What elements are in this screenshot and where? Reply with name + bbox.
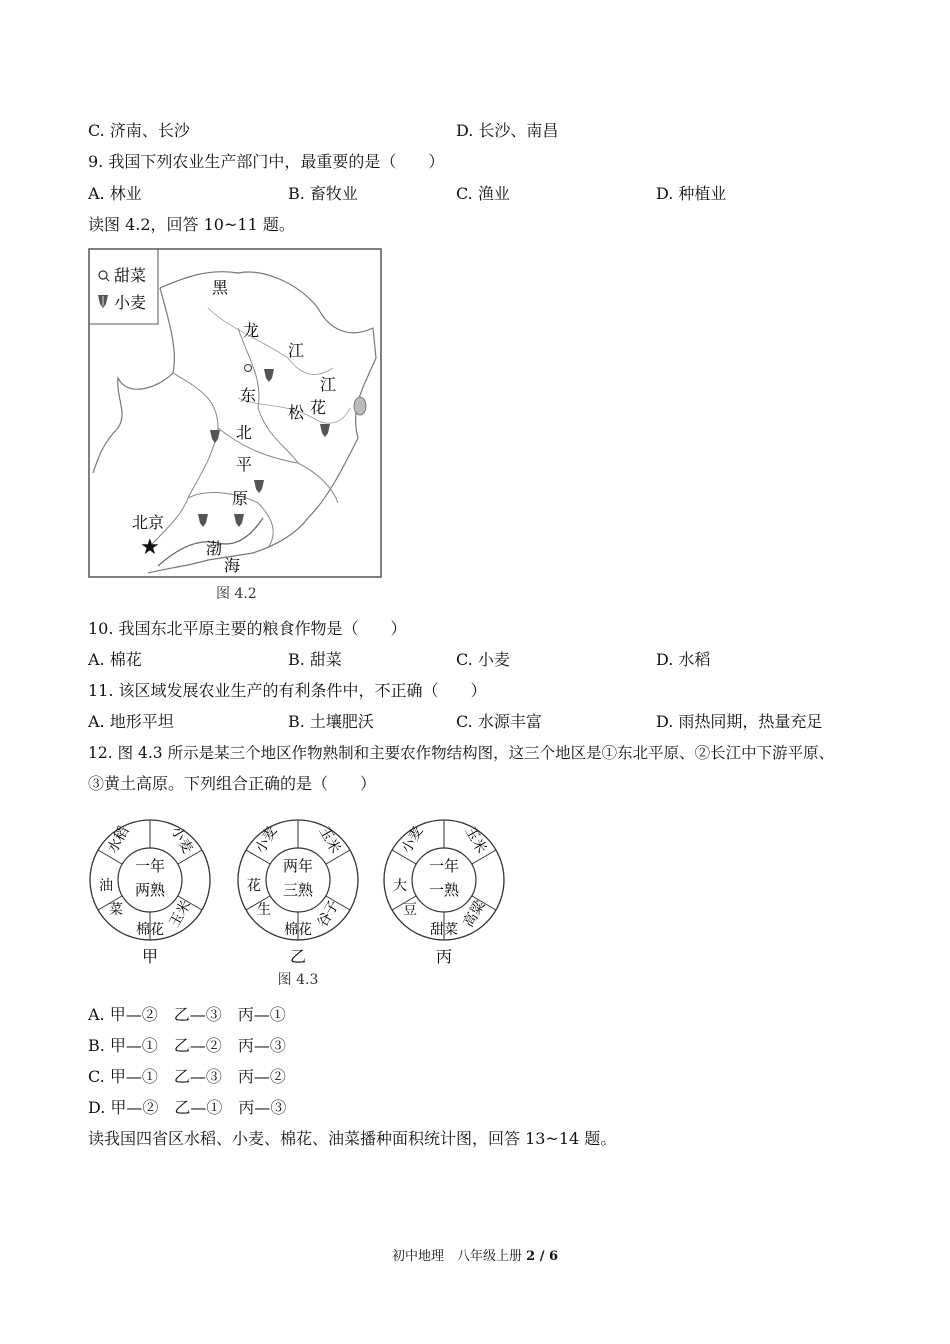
ring-yi-crop-6: 花 <box>247 878 261 894</box>
lake <box>354 397 366 415</box>
ring-jia-crop-6: 油 <box>99 878 113 894</box>
river-char-song: 松 <box>288 403 305 422</box>
q9-stem: 9. 我国下列农业生产部门中，最重要的是（ ） <box>88 152 445 171</box>
legend-wheat-label: 小麦 <box>114 293 147 312</box>
plain-char-ping: 平 <box>236 455 253 474</box>
beijing-label: 北京 <box>132 513 165 532</box>
plain-char-dong: 东 <box>240 386 257 405</box>
ring-yi-crop-4: 棉花 <box>284 922 312 938</box>
read-instruction-1: 读图 4.2，回答 10~11 题。 <box>88 215 295 234</box>
ring-yi-crop-2: 玉米 <box>315 823 344 857</box>
ring-yi-crop-3: 谷子 <box>314 897 343 931</box>
ring-yi-crop-1: 小麦 <box>252 823 281 857</box>
ring-yi-center-2: 三熟 <box>282 881 314 899</box>
capital-star-icon: ★ <box>140 535 160 560</box>
plain-char-yuan: 原 <box>232 489 249 508</box>
ring-jia-center-2: 两熟 <box>134 881 166 899</box>
q9-option-a: A. 林业 <box>88 184 142 203</box>
q10-option-a: A. 棉花 <box>88 650 142 669</box>
ring-jia-label: 甲 <box>141 947 159 966</box>
ring-jia-crop-2: 小麦 <box>167 823 196 857</box>
ring-yi-center-1: 两年 <box>282 857 314 875</box>
map-caption: 图 4.2 <box>216 586 257 602</box>
ring-yi-label: 乙 <box>289 947 307 966</box>
northeast-map-figure <box>88 248 388 604</box>
q12-option-b: B. 甲—① 乙—② 丙—③ <box>88 1036 286 1055</box>
ring-bing-label: 丙 <box>435 947 453 966</box>
river-char-long: 龙 <box>243 321 260 340</box>
rings-caption: 图 4.3 <box>277 972 319 988</box>
q11-option-d: D. 雨热同期，热量充足 <box>656 712 823 731</box>
legend-beet-label: 甜菜 <box>114 266 147 285</box>
q11-option-c: C. 水源丰富 <box>456 712 542 731</box>
sea-char-hai: 海 <box>224 556 241 575</box>
q11-option-b: B. 土壤肥沃 <box>288 712 374 731</box>
plain-char-bei: 北 <box>236 423 253 442</box>
ring-jia-crop-5: 菜 <box>109 902 123 918</box>
crop-ring-figure <box>88 808 512 990</box>
ring-bing-crop-3: 高粱 <box>460 897 489 931</box>
q12-option-c: C. 甲—① 乙—③ 丙—② <box>88 1067 286 1086</box>
ring-bing-crop-1: 小麦 <box>398 823 427 857</box>
ring-jia-crop-1: 水稻 <box>104 823 133 857</box>
q9-option-b: B. 畜牧业 <box>288 184 358 203</box>
river-char-jiang2: 江 <box>320 375 337 394</box>
q8-option-d: D. 长沙、南昌 <box>456 121 559 140</box>
footer-text: 初中地理 八年级上册 <box>391 1249 522 1264</box>
q11-option-a: A. 地形平坦 <box>88 712 174 731</box>
river-char-jiang1: 江 <box>288 341 305 360</box>
ring-bing-crop-6: 大 <box>393 878 407 894</box>
q12-stem-line2: ③黄土高原。下列组合正确的是（ ） <box>88 774 377 793</box>
q10-option-b: B. 甜菜 <box>288 650 342 669</box>
q9-option-d: D. 种植业 <box>656 184 727 203</box>
ring-bing <box>384 820 504 966</box>
q10-option-d: D. 水稻 <box>656 650 711 669</box>
river-char-hei: 黑 <box>212 278 229 297</box>
ring-bing-crop-2: 玉米 <box>461 823 490 857</box>
q8-option-c: C. 济南、长沙 <box>88 121 190 140</box>
read-instruction-2: 读我国四省区水稻、小麦、棉花、油菜播种面积统计图，回答 13~14 题。 <box>88 1129 617 1148</box>
ring-yi-crop-5: 生 <box>257 902 271 918</box>
ring-bing-center-1: 一年 <box>428 857 460 875</box>
ring-jia <box>90 820 210 966</box>
q12-option-d: D. 甲—② 乙—① 丙—③ <box>88 1098 287 1117</box>
ring-bing-crop-5: 豆 <box>403 902 417 918</box>
ring-yi <box>238 820 358 966</box>
ring-jia-center-1: 一年 <box>134 857 166 875</box>
q12-stem-line1: 12. 图 4.3 所示是某三个地区作物熟制和主要农作物结构图，这三个地区是①东北平原、②长江中下游平原、 <box>88 744 835 762</box>
q10-option-c: C. 小麦 <box>456 650 510 669</box>
ring-jia-crop-4: 棉花 <box>136 922 164 938</box>
page-footer <box>0 1248 950 1266</box>
ring-bing-center-2: 一熟 <box>428 881 460 899</box>
q11-stem: 11. 该区域发展农业生产的有利条件中，不正确（ ） <box>88 681 487 700</box>
ring-jia-crop-3: 玉米 <box>166 897 195 931</box>
q12-option-a: A. 甲—② 乙—③ 丙—① <box>88 1005 286 1024</box>
page-number: 2 / 6 <box>526 1249 559 1264</box>
q10-stem: 10. 我国东北平原主要的粮食作物是（ ） <box>88 619 407 638</box>
sea-char-bo: 渤 <box>206 539 223 558</box>
river-char-hua: 花 <box>310 398 327 417</box>
ring-bing-crop-4: 甜菜 <box>430 922 458 938</box>
q9-option-c: C. 渔业 <box>456 184 510 203</box>
